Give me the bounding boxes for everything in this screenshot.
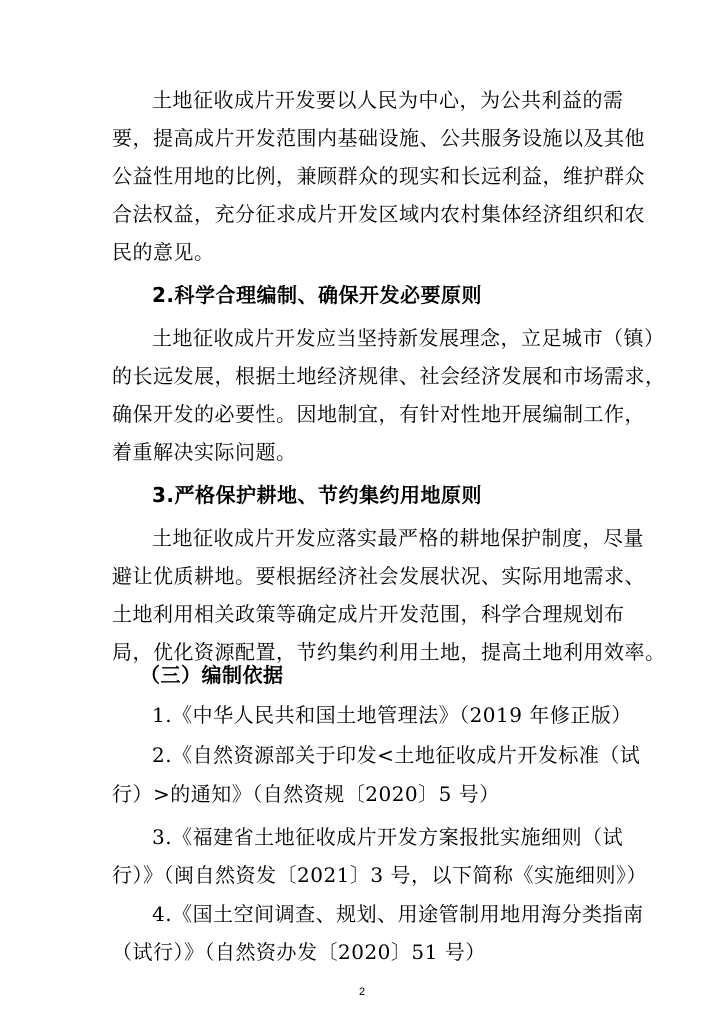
reference-line: 3.《福建省土地征收成片开发方案报批实施细则（试 — [152, 825, 624, 849]
body-line: 民的意见。 — [112, 240, 215, 264]
body-line: 土地征收成片开发应当坚持新发展理念，立足城市（镇） — [152, 326, 665, 350]
reference-line: 行）>的通知》（自然资规〔2020〕5 号） — [112, 782, 500, 806]
body-line: 土地利用相关政策等确定成片开发范围，科学合理规划布 — [112, 602, 625, 626]
body-line: 要，提高成片开发范围内基础设施、公共服务设施以及其他 — [112, 126, 645, 150]
reference-line: 2.《自然资源部关于印发<土地征收成片开发标准（试 — [152, 743, 641, 767]
body-line: 局，优化资源配置，节约集约利用土地，提高土地利用效率。 — [112, 640, 666, 664]
reference-line: 行）》（闽自然资发〔2021〕3 号，以下简称《实施细则》） — [112, 863, 647, 887]
body-line: 土地征收成片开发应落实最严格的耕地保护制度，尽量 — [152, 526, 644, 550]
reference-line: （试行）》（自然资办发〔2020〕51 号） — [112, 940, 486, 964]
body-line: 公益性用地的比例，兼顾群众的现实和长远利益，维护群众 — [112, 164, 645, 188]
page-number: 2 — [358, 986, 366, 998]
body-line: 避让优质耕地。要根据经济社会发展状况、实际用地需求、 — [112, 564, 645, 588]
body-line: 确保开发的必要性。因地制宜，有针对性地开展编制工作， — [112, 402, 645, 426]
body-line: 着重解决实际问题。 — [112, 440, 297, 464]
body-line: 土地征收成片开发要以人民为中心，为公共利益的需 — [152, 88, 624, 112]
body-line: 合法权益，充分征求成片开发区域内农村集体经济组织和农 — [112, 202, 645, 226]
reference-line: 4.《国土空间调查、规划、用途管制用地用海分类指南 — [152, 902, 644, 926]
section-heading: （三）编制依据 — [140, 663, 284, 687]
section-heading: 3.严格保护耕地、节约集约用地原则 — [152, 483, 483, 507]
section-heading: 2.科学合理编制、确保开发必要原则 — [152, 283, 483, 307]
reference-line: 1.《中华人民共和国土地管理法》（2019 年修正版） — [152, 703, 632, 727]
body-line: 的长远发展，根据土地经济规律、社会经济发展和市场需求， — [112, 364, 666, 388]
